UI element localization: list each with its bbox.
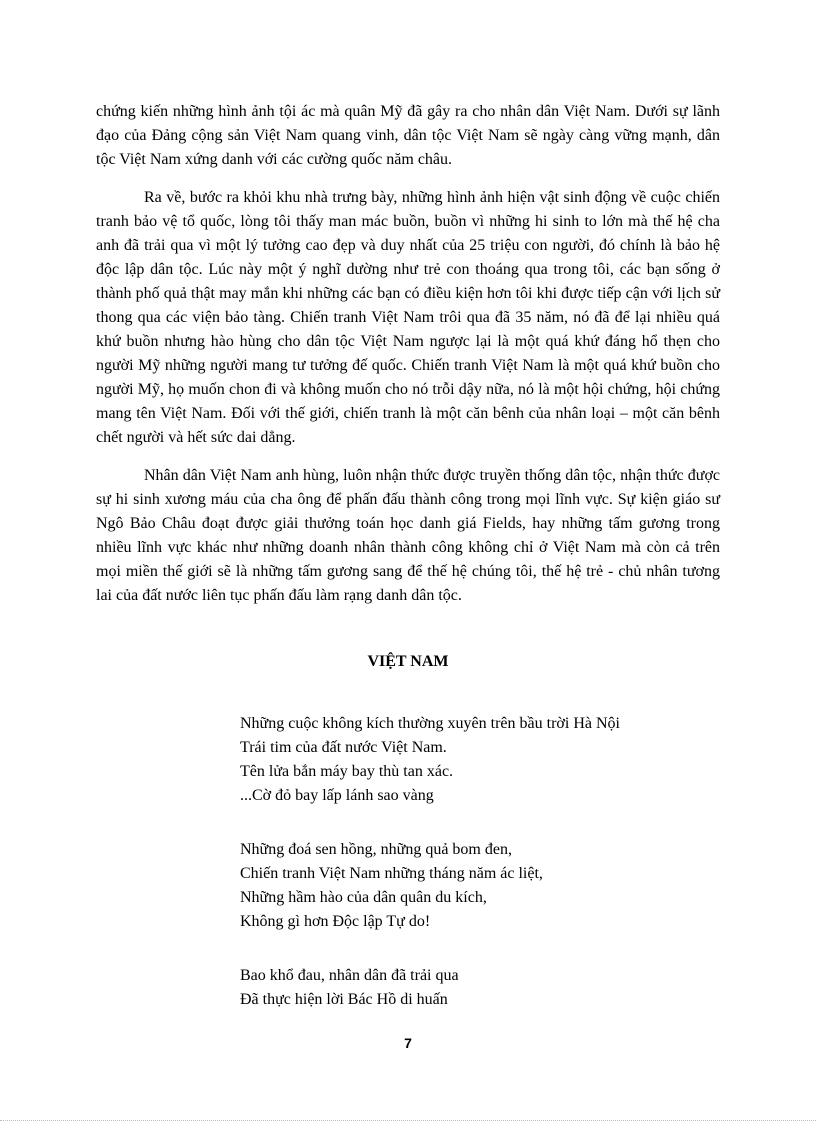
poem-line: Những hầm hào của dân quân du kích, — [240, 889, 487, 906]
page-bottom-edge — [0, 1120, 816, 1121]
poem-line: Không gì hơn Độc lập Tự do! — [240, 913, 431, 930]
poem-line: Những đoá sen hồng, những quả bom đen, — [240, 841, 512, 858]
poem-line: Đã thực hiện lời Bác Hồ di huấn — [240, 991, 448, 1008]
paragraph-3: Nhân dân Việt Nam anh hùng, luôn nhận thức được truyền thống dân tộc, nhận thức được sự hi sinh xương máu của cha ông để phấn đấu thành công trong mọi lĩnh vực. Sự kiện giáo sư Ngô Bảo Châu đoạt được giải thưởng toán học danh giá Fields, hay những tấm gương trong nhiều lĩnh vực khác như những doanh nhân thành công không chỉ ở Việt Nam mà còn cả trên mọi miền thế giới sẽ là những tấm gương sang để thế hệ chúng tôi, thế hệ trẻ - chủ nhân tương lai của đất nước liên tục phấn đấu làm rạng danh dân tộc. — [96, 467, 720, 604]
poem-line: Tên lửa bắn máy bay thù tan xác. — [240, 763, 454, 780]
poem-line: Những cuộc không kích thường xuyên trên bầu trời Hà Nội — [240, 715, 620, 732]
poem-title: VIỆT NAM — [367, 653, 449, 670]
poem-line: ...Cờ đỏ bay lấp lánh sao vàng — [240, 787, 434, 804]
poem-line: Trái tim của đất nước Việt Nam. — [240, 739, 447, 756]
page-number: 7 — [404, 1035, 412, 1051]
paragraph-1: chứng kiến những hình ảnh tội ác mà quân Mỹ đã gây ra cho nhân dân Việt Nam. Dưới sự lãnh đạo của Đảng cộng sản Việt Nam quang vinh, dân tộc Việt Nam sẽ ngày càng vững mạnh, dân tộc Việt Nam xứng danh với các cường quốc năm châu. — [96, 103, 720, 168]
paragraph-2: Ra về, bước ra khỏi khu nhà trưng bày, những hình ảnh hiện vật sinh động về cuộc chiến tranh bảo vệ tổ quốc, lòng tôi thấy man mác buồn, buồn vì những hi sinh to lớn mà thế hệ cha anh đã trải qua vì một lý tưởng cao đẹp và duy nhất của 25 triệu con người, đó chính là bảo hệ độc lập dân tộc. Lúc này một ý nghĩ dường như trẻ con thoáng qua trong tôi, các bạn sống ở thành phố quả thật may mắn khi những các bạn có điều kiện hơn tôi khi được tiếp cận với lịch sử thong qua các viện bảo tàng. Chiến tranh Việt Nam trôi qua đã 35 năm, nó đã để lại nhiều quá khứ buồn nhưng hào hùng cho dân tộc Việt Nam ngược lại là một quá khứ đáng hổ thẹn cho người Mỹ những người mang tư tưởng đế quốc. Chiến tranh Việt Nam là một quá khứ buồn cho người Mỹ, họ muốn chon đi và không muốn cho nó trỗi dậy nữa, nó là một hội chứng, hội chứng mang tên Việt Nam. Đối với thế giới, chiến tranh là một căn bênh của nhân loại – một căn bênh chết người và hết sức dai dẳng. — [96, 189, 720, 446]
poem-line: Bao khổ đau, nhân dân đã trải qua — [240, 967, 459, 984]
poem-line: Chiến tranh Việt Nam những tháng năm ác liệt, — [240, 865, 543, 882]
poem-stanza-1 — [240, 712, 700, 808]
poem-stanza-3 — [240, 964, 700, 1012]
poem-stanza-2 — [240, 838, 700, 934]
